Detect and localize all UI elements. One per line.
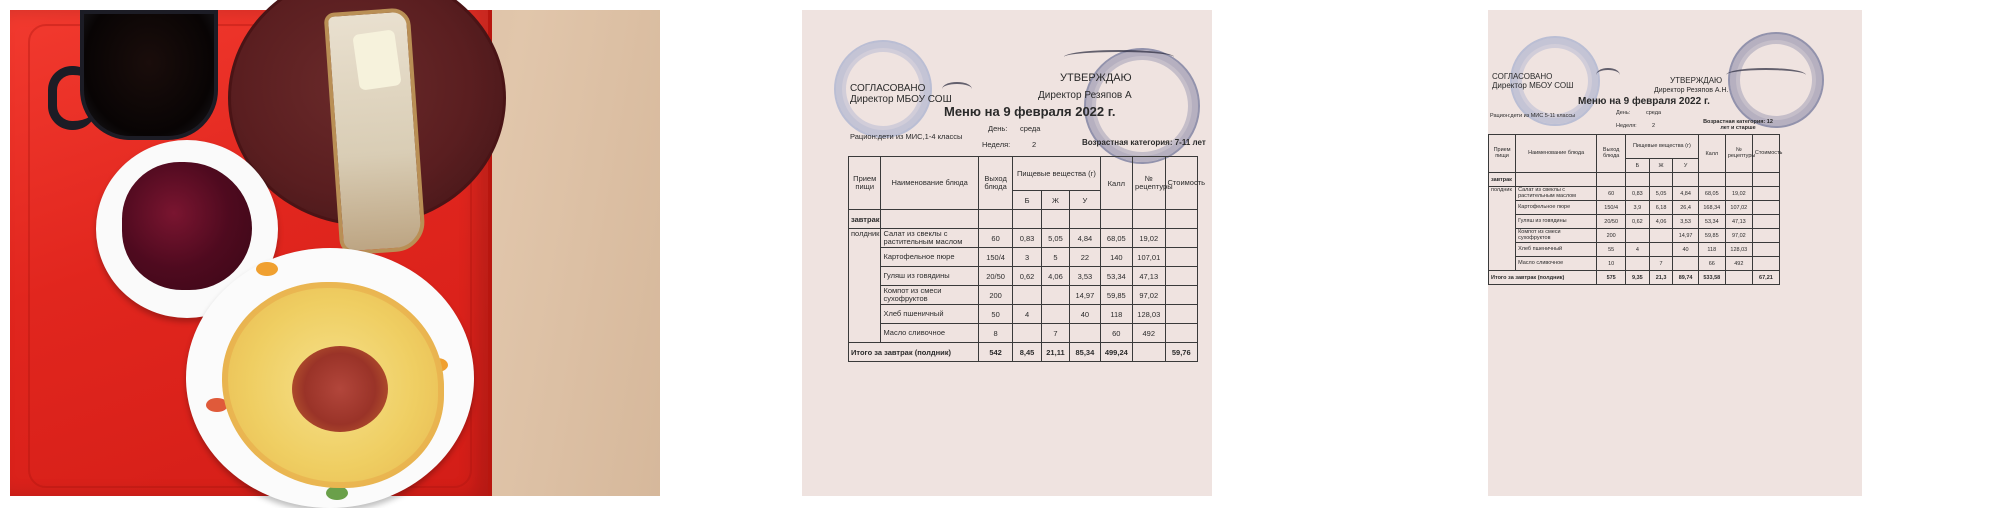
- dish-u: 40: [1070, 305, 1100, 324]
- week-label: Неделя:: [982, 140, 1011, 149]
- dish-cost: [1752, 187, 1779, 201]
- total-cost: 67,21: [1752, 271, 1779, 285]
- dish-kcal: 140: [1100, 248, 1132, 267]
- approved-signature: [1726, 68, 1806, 82]
- dish-recipe: 107,02: [1725, 201, 1752, 215]
- header-recipe: № рецептуры: [1725, 135, 1752, 173]
- header-yield: Выход блюда: [1597, 135, 1626, 173]
- table-row: [849, 248, 1198, 267]
- total-recipe: [1133, 343, 1165, 362]
- table-row: [1489, 243, 1780, 257]
- dish-kcal: 66: [1698, 257, 1725, 271]
- dish-zh: [1041, 305, 1069, 324]
- dish-u: 3,53: [1673, 215, 1698, 229]
- dish-yield: 150/4: [978, 248, 1012, 267]
- dish-kcal: 53,34: [1698, 215, 1725, 229]
- butter-pat: [352, 29, 401, 90]
- dish-cost: [1752, 243, 1779, 257]
- dish-b: [1013, 286, 1041, 305]
- dish-yield: 10: [1597, 257, 1626, 271]
- dish-name: Гуляш из говядины: [881, 267, 978, 286]
- dish-recipe: 47,13: [1133, 267, 1165, 286]
- header-dish: Наименование блюда: [1516, 135, 1597, 173]
- dish-cost: [1752, 201, 1779, 215]
- dish-u: 40: [1673, 243, 1698, 257]
- header-dish: Наименование блюда: [881, 157, 978, 210]
- table-row: [849, 210, 1198, 229]
- dish-u: 14,97: [1070, 286, 1100, 305]
- dish-b: 0,83: [1013, 229, 1041, 248]
- dish-b: 4: [1013, 305, 1041, 324]
- dish-cost: [1752, 229, 1779, 243]
- header-u: У: [1673, 159, 1698, 173]
- day-label: День:: [1616, 110, 1631, 116]
- beef-goulash: [292, 346, 388, 432]
- total-u: 89,74: [1673, 271, 1698, 285]
- dish-b: 3,9: [1626, 201, 1650, 215]
- dish-b: 4: [1626, 243, 1650, 257]
- dish-name: Масло сливочное: [881, 324, 978, 343]
- dish-zh: 4,06: [1041, 267, 1069, 286]
- dish-yield: 60: [978, 229, 1012, 248]
- dish-recipe: 107,01: [1133, 248, 1165, 267]
- dish-recipe: 128,03: [1725, 243, 1752, 257]
- dish-yield: 20/50: [1597, 215, 1626, 229]
- total-yield: 575: [1597, 271, 1626, 285]
- approved-by: Директор Резяпов А: [1038, 90, 1132, 101]
- dish-zh: 5,05: [1041, 229, 1069, 248]
- dish-yield: 60: [1597, 187, 1626, 201]
- dish-zh: 4,06: [1649, 215, 1673, 229]
- approved-label: УТВЕРЖДАЮ: [1060, 72, 1132, 84]
- menu-title: Меню на 9 февраля 2022 г.: [1578, 96, 1710, 107]
- header-zh: Ж: [1041, 191, 1069, 210]
- dish-kcal: 68,05: [1100, 229, 1132, 248]
- dish-yield: 8: [978, 324, 1012, 343]
- table-row: [849, 324, 1198, 343]
- week-value: 2: [1652, 123, 1656, 129]
- header-b: Б: [1013, 191, 1041, 210]
- total-zh: 21,11: [1041, 343, 1069, 362]
- header-meal: Прием пищи: [849, 157, 881, 210]
- dish-b: 0,62: [1626, 215, 1650, 229]
- dish-recipe: 19,02: [1133, 229, 1165, 248]
- table-header-row: [1489, 135, 1780, 159]
- dish-cost: [1165, 267, 1198, 286]
- dish-b: [1013, 324, 1041, 343]
- dish-kcal: 60: [1100, 324, 1132, 343]
- dish-name: Салат из свеклы с растительным маслом: [1516, 187, 1597, 201]
- table-row: [849, 267, 1198, 286]
- dish-name: Компот из смеси сухофруктов: [1516, 229, 1597, 243]
- meal-name: завтрак: [849, 210, 881, 229]
- dish-recipe: 97,02: [1725, 229, 1752, 243]
- dish-zh: 6,18: [1649, 201, 1673, 215]
- table-row: [1489, 187, 1780, 201]
- age-category: Возрастная категория: 7-11 лет: [1082, 138, 1206, 147]
- age-category: Возрастная категория: 12 лет и старше: [1703, 119, 1773, 131]
- agreed-label: СОГЛАСОВАНО: [1492, 72, 1553, 81]
- dish-u: 22: [1070, 248, 1100, 267]
- table-row: [1489, 201, 1780, 215]
- agreed-label: СОГЛАСОВАНО: [850, 83, 926, 94]
- header-b: Б: [1626, 159, 1650, 173]
- total-zh: 21,3: [1649, 271, 1673, 285]
- dish-b: 3: [1013, 248, 1041, 267]
- dish-b: 0,62: [1013, 267, 1041, 286]
- table-row: [849, 286, 1198, 305]
- dish-zh: [1649, 229, 1673, 243]
- dish-cost: [1165, 324, 1198, 343]
- header-recipe: № рецептуры: [1133, 157, 1165, 210]
- day-value: среда: [1646, 110, 1662, 116]
- total-b: 9,35: [1626, 271, 1650, 285]
- total-yield: 542: [978, 343, 1012, 362]
- dish-zh: 7: [1649, 257, 1673, 271]
- agreed-by: Директор МБОУ СОШ: [1492, 81, 1574, 90]
- total-recipe: [1725, 271, 1752, 285]
- menu-photo-secondary: [1488, 10, 1862, 496]
- header-cost: Стоимость: [1752, 135, 1779, 173]
- dish-kcal: 168,34: [1698, 201, 1725, 215]
- table-row: [849, 229, 1198, 248]
- dish-cost: [1165, 286, 1198, 305]
- total-cost: 59,76: [1165, 343, 1198, 362]
- total-b: 8,45: [1013, 343, 1041, 362]
- dish-u: 26,4: [1673, 201, 1698, 215]
- dish-name: Картофельное пюре: [1516, 201, 1597, 215]
- dish-cost: [1752, 215, 1779, 229]
- dish-u: 14,97: [1673, 229, 1698, 243]
- ration-label: Рацион:дети из МИС 5-11 классы: [1490, 113, 1576, 119]
- dish-yield: 55: [1597, 243, 1626, 257]
- table-row: [1489, 229, 1780, 243]
- table-row: [849, 305, 1198, 324]
- total-label: Итого за завтрак (полдник): [849, 343, 979, 362]
- dish-yield: 200: [1597, 229, 1626, 243]
- dish-recipe: 97,02: [1133, 286, 1165, 305]
- dish-kcal: 118: [1698, 243, 1725, 257]
- dish-cost: [1165, 248, 1198, 267]
- dish-b: [1626, 257, 1650, 271]
- menu-title: Меню на 9 февраля 2022 г.: [944, 104, 1116, 119]
- table-header-row: [849, 157, 1198, 191]
- dish-yield: 200: [978, 286, 1012, 305]
- dish-zh: [1041, 286, 1069, 305]
- ration-label: Рацион:дети из МИС,1-4 классы: [850, 132, 963, 141]
- dish-u: [1673, 257, 1698, 271]
- dish-zh: 5: [1041, 248, 1069, 267]
- total-kcal: 533,58: [1698, 271, 1725, 285]
- approved-signature: [1064, 50, 1174, 64]
- dish-recipe: 128,03: [1133, 305, 1165, 324]
- dish-recipe: 492: [1725, 257, 1752, 271]
- plate-flower-decoration: [326, 486, 348, 500]
- total-u: 85,34: [1070, 343, 1100, 362]
- dish-kcal: 59,85: [1100, 286, 1132, 305]
- table-row: [1489, 215, 1780, 229]
- dish-yield: 50: [978, 305, 1012, 324]
- dish-kcal: 59,85: [1698, 229, 1725, 243]
- meal-name: полдник: [849, 229, 881, 343]
- dish-u: 4,84: [1070, 229, 1100, 248]
- header-zh: Ж: [1649, 159, 1673, 173]
- agreed-signature: [1596, 68, 1620, 82]
- table-row: [1489, 257, 1780, 271]
- dish-kcal: 68,05: [1698, 187, 1725, 201]
- header-kcal: Калл: [1100, 157, 1132, 210]
- total-label: Итого за завтрак (полдник): [1489, 271, 1597, 285]
- header-nutrients: Пищевые вещества (г): [1626, 135, 1699, 159]
- cup-of-compote: [80, 10, 218, 140]
- dish-cost: [1752, 257, 1779, 271]
- total-row: [1489, 271, 1780, 285]
- dish-name: Компот из смеси сухофруктов: [881, 286, 978, 305]
- dish-kcal: 118: [1100, 305, 1132, 324]
- menu-photo-primary: [802, 10, 1212, 496]
- total-kcal: 499,24: [1100, 343, 1132, 362]
- day-label: День:: [988, 124, 1008, 133]
- beet-salad: [122, 162, 252, 290]
- menu-table: [848, 156, 1206, 362]
- dish-recipe: 19,02: [1725, 187, 1752, 201]
- meal-name: полдник: [1489, 187, 1516, 271]
- dish-kcal: 53,34: [1100, 267, 1132, 286]
- food-tray-photo: [10, 10, 660, 496]
- dish-name: Салат из свеклы с растительным маслом: [881, 229, 978, 248]
- header-yield: Выход блюда: [978, 157, 1012, 210]
- dish-cost: [1165, 305, 1198, 324]
- dish-name: Картофельное пюре: [881, 248, 978, 267]
- dish-recipe: 492: [1133, 324, 1165, 343]
- approved-by: Директор Резяпов А.Н.: [1654, 87, 1729, 94]
- dish-yield: 150/4: [1597, 201, 1626, 215]
- dish-zh: 5,05: [1649, 187, 1673, 201]
- menu-table: [1488, 134, 1783, 285]
- meal-name: завтрак: [1489, 173, 1516, 187]
- header-nutrients: Пищевые вещества (г): [1013, 157, 1100, 191]
- dish-name: Хлеб пшеничный: [1516, 243, 1597, 257]
- total-row: [849, 343, 1198, 362]
- dish-yield: 20/50: [978, 267, 1012, 286]
- dish-name: Хлеб пшеничный: [881, 305, 978, 324]
- dish-zh: 7: [1041, 324, 1069, 343]
- dish-zh: [1649, 243, 1673, 257]
- dish-recipe: 47,13: [1725, 215, 1752, 229]
- header-cost: Стоимость: [1165, 157, 1198, 210]
- dish-u: 4,84: [1673, 187, 1698, 201]
- plate-flower-decoration: [256, 262, 278, 276]
- dish-b: 0,83: [1626, 187, 1650, 201]
- dish-cost: [1165, 229, 1198, 248]
- dish-u: [1070, 324, 1100, 343]
- header-u: У: [1070, 191, 1100, 210]
- approved-label: УТВЕРЖДАЮ: [1670, 76, 1723, 85]
- day-value: среда: [1020, 124, 1041, 133]
- week-label: Неделя:: [1616, 123, 1637, 129]
- dish-name: Гуляш из говядины: [1516, 215, 1597, 229]
- agreed-by: Директор МБОУ СОШ: [850, 94, 952, 105]
- dish-name: Масло сливочное: [1516, 257, 1597, 271]
- header-meal: Прием пищи: [1489, 135, 1516, 173]
- dish-b: [1626, 229, 1650, 243]
- header-kcal: Калл: [1698, 135, 1725, 173]
- table-row: [1489, 173, 1780, 187]
- dish-u: 3,53: [1070, 267, 1100, 286]
- week-value: 2: [1032, 140, 1037, 149]
